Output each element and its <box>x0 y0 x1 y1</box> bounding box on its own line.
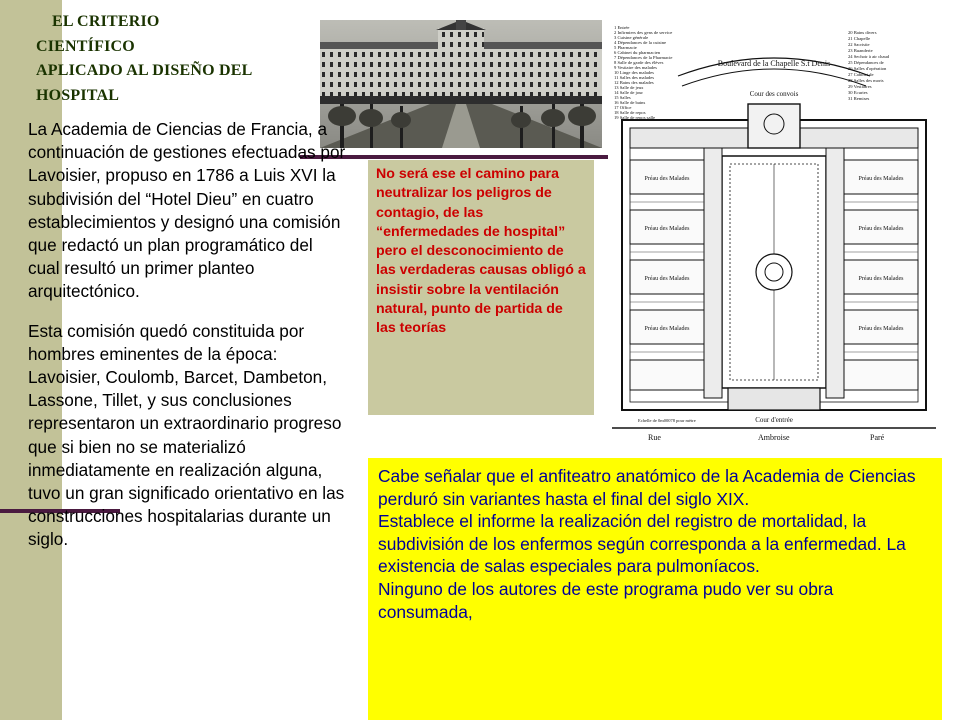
plan-court-top: Cour des convois <box>749 90 799 98</box>
plan-street-bottom-3: Paré <box>870 433 885 442</box>
legend-item: 5 Pharmacie <box>614 45 637 50</box>
legend-item: 15 Salles <box>614 95 631 100</box>
legend-item: 10 Linge des malades <box>614 70 654 75</box>
legend-item: 30 Ecuries <box>848 90 868 95</box>
quote-box <box>368 160 594 415</box>
main-paragraph: Esta comisión quedó constituida por hombres eminentes de la época: Lavoisier, Coulomb, Barcet, Dambeton, Lassone, Tillet, y sus conclusiones representaron un extraordinario progreso que si bien no se materializó inmediatamente en realización alguna, tuvo un gran significado orientativo en las construcciones hospitalarias durante un siglo. <box>28 320 345 550</box>
plan-legend-left <box>614 25 672 120</box>
legend-item: 18 Salle de repos <box>614 110 646 115</box>
legend-item: 20 Bains divers <box>848 30 877 35</box>
legend-item: 4 Dépendances de la cuisine <box>614 40 667 45</box>
legend-item: 16 Salle de bains <box>614 100 646 105</box>
legend-item: 1 Entrée <box>614 25 630 30</box>
legend-item: 13 Salle de jeux <box>614 85 644 90</box>
legend-item: 21 Chapelle <box>848 36 871 41</box>
hospital-floor-plan <box>608 20 940 450</box>
hospital-engraving-image <box>320 20 602 148</box>
plan-court-bottom: Cour d'entrée <box>755 416 793 424</box>
title-line: EL CRITERIO <box>52 13 160 30</box>
yellow-info-box <box>368 458 942 720</box>
legend-item: 12 Bains des malades <box>614 80 654 85</box>
ward-label: Préau des Malades <box>644 176 690 182</box>
plan-street-top: Boulevard de la Chapelle S.t Denis <box>717 59 831 68</box>
slide-title <box>36 10 326 108</box>
ward-label: Préau des Malades <box>644 226 690 232</box>
legend-item: 29 Vestiaires <box>848 84 872 89</box>
ward-label: Préau des Malades <box>644 276 690 282</box>
legend-item: 6 Cabinet du pharmacien <box>614 50 661 55</box>
legend-item: 11 Salles des malades <box>614 75 655 80</box>
accent-line-top <box>300 155 610 159</box>
main-paragraph: La Academia de Ciencias de Francia, a continuación de gestiones efectuadas por Lavoisier, propuso en 1786 a Luis XVI la subdivisión del “Hotel Dieu” en cuatro establecimientos y designó una comisión que redactó un plan programático del cual resultó un primer planteo arquitectónico. <box>28 119 346 302</box>
title-line: CIENTÍFICO <box>36 37 135 55</box>
yellow-paragraph: Establece el informe la realización del registro de mortalidad, la subdivisión de los enfermos según corresponda a la enfermedad. La existencia de salas especiales para pulmoníacos. <box>378 511 906 577</box>
legend-item: 17 Office <box>614 105 632 110</box>
legend-item: 3 Cuisine générale <box>614 35 649 40</box>
quote-text: No será ese el camino para neutralizar los peligros de contagio, de las “enfermedades de hospital” pero el desconocimiento de las verdaderas causas obligó a insistir sobre la ventilación natural, punto de partida de las teorías <box>376 166 586 337</box>
legend-item: 25 Dépendances de <box>848 60 884 65</box>
legend-item: 9 Vestiaire des malades <box>614 65 657 70</box>
plan-scale-label: Echelle de 0m00078 pour mètre <box>638 418 696 423</box>
legend-item: 8 Salle de garde des élèves <box>614 60 664 65</box>
yellow-paragraph: Cabe señalar que el anfiteatro anatómico de la Academia de Ciencias perduró sin variantes hasta el final del siglo XIX. <box>378 466 916 509</box>
legend-item: 27 Cabinet de <box>848 72 874 77</box>
legend-item: 14 Salle de jour <box>614 90 643 95</box>
legend-item: 7 Dépendances de la Pharmacie <box>614 55 673 60</box>
legend-item: 28 Salles des morts <box>848 78 884 83</box>
legend-item: 26 Salles d'opération <box>848 66 887 71</box>
ward-label: Préau des Malades <box>858 276 904 282</box>
legend-item: 19 Salle de repos salle <box>614 115 656 120</box>
legend-item: 2 Infirmiers des gens de service <box>614 30 673 35</box>
ward-label: Préau des Malades <box>858 176 904 182</box>
main-text-block <box>28 118 346 568</box>
title-line: APLICADO AL DISEÑO DEL <box>36 62 253 79</box>
title-line: HOSPITAL <box>36 86 120 104</box>
ward-label: Préau des Malades <box>644 326 690 332</box>
yellow-paragraph: Ninguno de los autores de este programa pudo ver su obra consumada, <box>378 578 834 622</box>
plan-street-bottom-2: Ambroise <box>758 433 790 442</box>
ward-label: Préau des Malades <box>858 226 904 232</box>
legend-item: 22 Sacristie <box>848 42 870 47</box>
ward-label: Préau des Malades <box>858 326 904 332</box>
plan-street-bottom-1: Rue <box>648 433 661 442</box>
legend-item: 31 Remises <box>848 96 870 101</box>
legend-item: 24 Sechoir à air chaud <box>848 54 890 59</box>
plan-legend-right <box>848 30 890 101</box>
legend-item: 23 Buanderie <box>848 48 873 53</box>
